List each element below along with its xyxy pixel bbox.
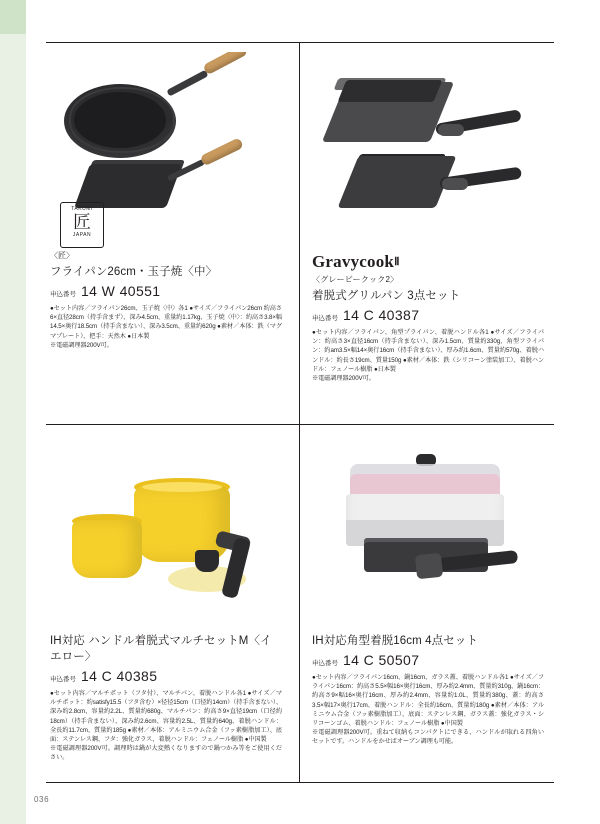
- grill-tray-interior: [338, 80, 443, 102]
- product-photo-ih-square-detach-16: [312, 434, 544, 630]
- product-code-row: [50, 283, 282, 299]
- brand-subtitle: 〈グレービークック2〉: [312, 275, 399, 284]
- tamagoyaki-handle-wood: [200, 137, 244, 166]
- product-code-value: 14 W 40551: [81, 283, 161, 299]
- product-spec-text: ●セット内容／フライパン26cm、玉子焼〈中〉各1 ●サイズ／フライパン26cm 約高さ6×直径28cm（持手含まず）、深み4.5cm、重量約1.17kg、玉子焼〈中〉：約高さ3.8×幅14.5×奥行18.5cm（持手含まない）、深み3.5cm、重量約620g ●素材／本体：鉄（マグマプレート）、把手：天然木 ●日本製: [50, 305, 282, 340]
- divider-bottom: [46, 782, 554, 783]
- frying-pan-handle-metal: [166, 70, 208, 97]
- product-card-ih-square-detach-16[interactable]: [312, 434, 544, 747]
- product-name: IH対応角型着脱16cm 4点セット: [312, 635, 479, 647]
- product-name: IH対応 ハンドル着脱式マルチセットM〈イエロー〉: [50, 635, 272, 663]
- product-photo-gravycook-2: [312, 52, 544, 248]
- page-edge-band-inner: [26, 0, 32, 824]
- product-spec-text: ●セット内容／マルチポット（フタ付）、マルチパン、着脱ハンドル各1 ●サイズ／マルチポット：約satisfy15.5（フタ含む）×径径15cm（口径約14cm）（持手含まない）、深み約2.8cm、容量約2.2L、質量約680g、マルチパン：約高さ9×直径19cm（口径約18cm）（持手含まない）、深み約2.6cm、容量約2.5L、質量約640g、着脱ハンドル：全長約11.7cm、質量約185g ●素材／本体：アルミニウム合金（フッ素樹脂加工）、底面：ステンレス鋼、フタ：強化ガラス、着脱ハンドル：フェノール樹脂 ●中国製: [50, 690, 282, 744]
- seal-kanji: 匠: [73, 212, 91, 232]
- product-card-frying-pan-26[interactable]: [50, 52, 282, 350]
- product-code-label: 申込番号: [312, 660, 338, 667]
- product-note-text: ※電磁調理器200V可。調理時は鍋が大変熱くなりますので鍋つかみ等をご使用ください。: [50, 745, 282, 762]
- product-spec-text: ●セット内容／フライパン16cm、鍋16cm、ガラス蓋、着脱ハンドル各1 ●サイズ／フライパン16cm：約高さ5.5×幅16×奥行16cm、厚み約2.4mm、質量約310g、鍋16cm：約高さ9×幅16×奥行16cm、厚み約2.4mm、容量約1.0L、質量約380g、蓋：約高さ3.5×幅17×奥行17cm、着脱ハンドル：全長約16cm、質量約180g ●素材／本体：アルミニウム合金（フッ素樹脂加工）、底面：ステンレス鋼、ガラス蓋：強化ガラス・シリコーンゴム、着脱ハンドル：フェノール樹脂 ●中国製: [312, 674, 544, 728]
- product-code-row: [312, 652, 544, 668]
- seal-top-text: TAKUMI: [71, 206, 93, 212]
- product-prefix-label: 〈匠〉: [50, 251, 74, 260]
- page-edge-band: [0, 0, 26, 824]
- handle-grip-lower: [442, 178, 468, 190]
- product-code-value: 14 C 40387: [343, 307, 420, 323]
- product-note-text: ※電磁調理器200V可。: [312, 375, 375, 383]
- product-name: フライパン26cm・玉子焼〈中〉: [50, 266, 218, 278]
- page-content-grid: [46, 42, 554, 782]
- brand-logo-suffix: Ⅱ: [394, 256, 400, 268]
- divider-vertical: [299, 42, 300, 782]
- product-code-label: 申込番号: [312, 315, 338, 322]
- product-code-value: 14 C 50507: [343, 652, 420, 668]
- product-code-row: [50, 668, 282, 684]
- product-code-row: [312, 307, 544, 323]
- product-note-text: ※電磁調理器200V可。: [50, 341, 113, 349]
- product-photo-ih-handle-multi-set-m: [50, 434, 282, 630]
- product-note-text: ※電磁調理器200V可。重ねて収納もコンパクトにできる、ハンドルが取れる四角いセットです。ハンドルをかせばオーブン調理も可能。: [312, 729, 544, 746]
- divider-middle: [46, 424, 554, 425]
- product-code-label: 申込番号: [50, 676, 76, 683]
- product-code-value: 14 C 40385: [81, 668, 158, 684]
- brand-logo: [312, 252, 544, 272]
- takumi-seal-icon: [60, 202, 104, 248]
- handle-grip-upper: [438, 124, 464, 136]
- page-number: 036: [34, 795, 50, 804]
- page-corner-mark: [0, 0, 26, 34]
- seal-bottom-text: JAPAN: [72, 232, 92, 238]
- product-card-gravycook-2[interactable]: [312, 52, 544, 383]
- product-spec-text: ●セット内容／フライパン、角型プライパン、着脱ハンドル各1 ●サイズ／フライパン：約高さ3×直径16cm（持手含まない）、深み1.5cm、質量約330g、角型フライパン：約am3.5×幅14×奥行16cm（持手含まない）、厚み約1.6cm、質量約570g、着脱ハンドル：約長さ19cm、質量150g ●素材／本体：鉄（シリコーン塗装加工）、着脱ハンドル：フェノール樹脂 ●日本製: [312, 329, 544, 373]
- product-card-ih-handle-multi-set-m[interactable]: [50, 434, 282, 763]
- grill-pan-body: [337, 156, 456, 208]
- product-photo-frying-pan-26: [50, 52, 282, 248]
- frying-pan-handle-wood: [202, 52, 248, 75]
- multi-pan-body: [72, 520, 142, 578]
- divider-top: [46, 42, 554, 43]
- brand-logo-text: Gravycook: [312, 252, 395, 271]
- lid-knob: [195, 550, 219, 572]
- frying-pan-rim: [69, 87, 175, 153]
- detachable-handle-head: [415, 553, 443, 580]
- multi-pot-lip: [142, 482, 222, 492]
- product-code-label: 申込番号: [50, 291, 76, 298]
- product-name: 着脱式グリルパン 3点セット: [312, 290, 461, 302]
